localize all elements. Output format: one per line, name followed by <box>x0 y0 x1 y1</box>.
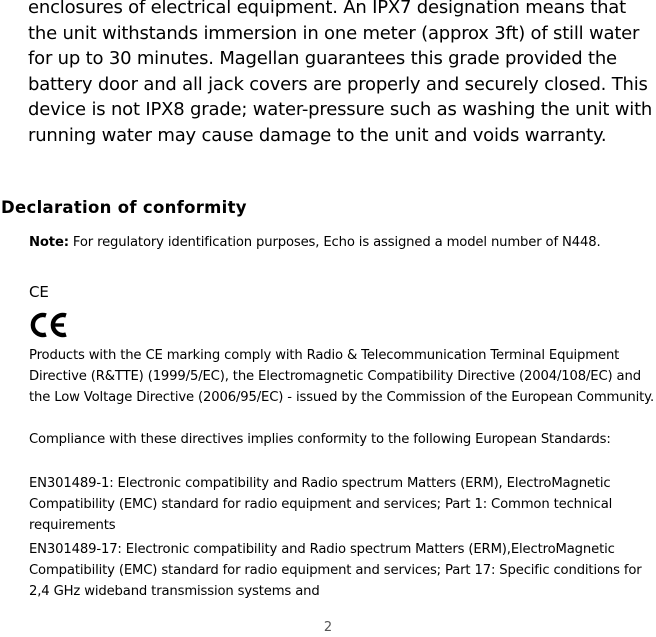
compliance-paragraph: Compliance with these directives implies conformity to the following European Standards: <box>29 432 611 447</box>
standard-en301489-17: EN301489-17: Electronic compatibility and Radio spectrum Matters (ERM),ElectroMagnetic Compatibility (EMC) standard for radio equipment and services; Part 17: Specific conditions for 2,4 GHz wideband transmission systems and <box>29 542 642 599</box>
ce-label: CE <box>29 283 49 301</box>
model-note <box>29 233 656 254</box>
ce-mark-icon <box>29 311 71 339</box>
standard-en301489-1: EN301489-1: Electronic compatibility and Radio spectrum Matters (ERM), ElectroMagnetic Compatibility (EMC) standard for radio equipment and services; Part 1: Common technical requirements <box>29 476 613 533</box>
section-heading: Declaration of conformity <box>1 198 247 217</box>
note-label: Note: <box>29 235 69 250</box>
ce-directives-paragraph: Products with the CE marking comply with Radio & Telecommunication Terminal Equipment Directive (R&TTE) (1999/5/EC), the Electromagnetic Compatibility Directive (2004/108/EC) and the Low Voltage Directive (2006/95/EC) - issued by the Commission of the European Community. <box>29 348 654 405</box>
page-number: 2 <box>323 620 333 635</box>
intro-paragraph: enclosures of electrical equipment. An IPX7 designation means that the unit withstands immersion in one meter (approx 3ft) of still water for up to 30 minutes. Magellan guarantees this grade provided the battery door and all jack covers are properly and securely closed. This device is not IPX8 grade; water-pressure such as washing the unit with running water may cause damage to the unit and voids warranty. <box>28 0 653 146</box>
note-text: For regulatory identification purposes, Echo is assigned a model number of N448. <box>68 235 601 250</box>
